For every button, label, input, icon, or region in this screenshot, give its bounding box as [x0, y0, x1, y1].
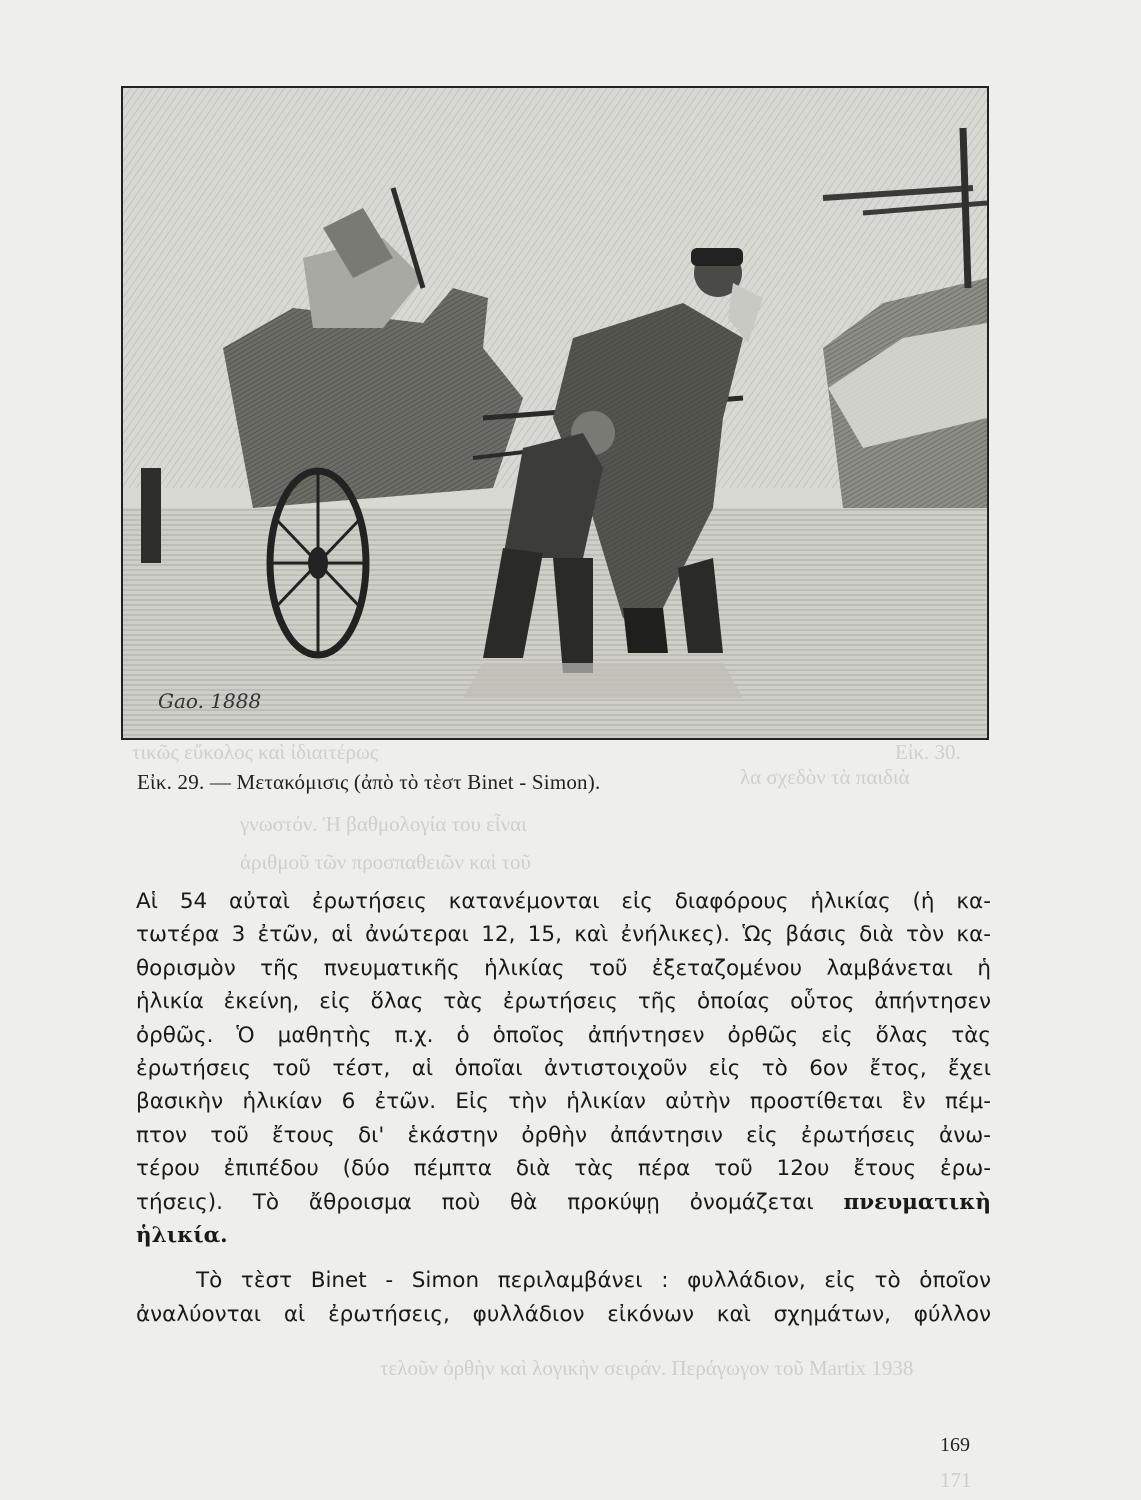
book-page: τικῶς εὔκολος καὶ ἰδιαιτέρως Εἰκ. 30. λα σχεδὸν τὰ παιδιὰ γνωστόν. Ἡ βαθμολογία του εἶναι ἀριθμοῦ τῶν προσπαθειῶν καὶ τοῦ τελοῦν ὀρθὴν καὶ λογικὴν σειράν. Περάγωγον τοῦ Martix 1938 171 Gao. 1888 Εἰκ. 29. — Μετακόμισις (ἀπὸ τὸ τὲστ Binet - Simon). Αἱ 54 αὐταὶ ἐρωτήσεις κατανέμονται εἰς διαφόρους ἡλικίας (ἡ κα- τωτέρα 3 ἐτῶν, αἱ ἀνώτεραι 12, 15, καὶ ἐνήλικες). Ὡς βάσις διὰ τὸν κα- θορισμὸν τῆς πνευματικῆς ἡλικίας τοῦ ἐξεταζομένου λαμβάνεται ἡ ἡλικία ἐκείνη, εἰς ὅλας τὰς ἐρωτήσεις τῆς ὁποίας οὗτος ἀπήντησεν ὀρθῶς. Ὁ μαθητὴς π.χ. ὁ ὁποῖος ἀπήντησεν ὀρθῶς εἰς ὅλας τὰς ἐρωτήσεις τοῦ τέστ, αἱ ὁποῖαι ἀντιστοιχοῦν εἰς τὸ 6ον ἔτος, ἔχει βασικὴν ἡλικίαν 6 ἐτῶν. Εἰς τὴν ἡλικίαν αὐτὴν προστίθεται ἓν πέμ- πτον τοῦ ἔτους δι' ἑκάστην ὀρθὴν ἀπάντησιν εἰς ἐρωτήσεις ἀνω- τέρου ἐπιπέδου (δύο πέμπτα διὰ τὰς πέρα τοῦ 12ου ἔτους ἐρω- τήσεις). Τὸ ἄθροισμα ποὺ θὰ προκύψῃ ὀνομάζεται πνευματικὴ ἡλικία. Τὸ τὲστ Binet - Simon περιλαμβάνει : φυλλάδιον, εἰς τὸ ὁποῖον ἀναλύονται αἱ ἐρωτήσεις, φυλλάδιον εἰκόνων καὶ σχημάτων, φύλλον 169 — [0, 0, 1141, 1500]
text-line: ἐρωτήσεις τοῦ τέστ, αἱ ὁποῖαι ἀντιστοιχοῦν εἰς τὸ 6ον ἔτος, ἔχει — [136, 1056, 991, 1082]
body-text — [136, 885, 991, 1331]
figure-caption: Εἰκ. 29. — Μετακόμισις (ἀπὸ τὸ τὲστ Binet - Simon). — [137, 770, 601, 794]
text-line: ἀναλύονται αἱ ἐρωτήσεις, φυλλάδιον εἰκόνων καὶ σχημάτων, φύλλον — [136, 1301, 991, 1327]
text-line: βασικὴν ἡλικίαν 6 ἐτῶν. Εἰς τὴν ἡλικίαν αὐτὴν προστίθεται ἓν πέμ- — [136, 1089, 991, 1115]
text-line: πτον τοῦ ἔτους δι' ἑκάστην ὀρθὴν ἀπάντησιν εἰς ἐρωτήσεις ἀνω- — [136, 1122, 991, 1148]
term-mental-age-part1: πνευματικὴ — [843, 1189, 992, 1215]
engraving-illustration — [121, 86, 989, 740]
term-mental-age-part2: ἡλικία. — [136, 1223, 228, 1249]
text-line-start: τήσεις). Τὸ ἄθροισμα ποὺ θὰ προκύψῃ ὀνομάζεται — [136, 1189, 814, 1215]
paragraph-1 — [136, 885, 991, 1252]
page-number: 169 — [940, 1434, 970, 1456]
text-line: τέρου ἐπιπέδου (δύο πέμπτα διὰ τὰς πέρα τοῦ 12ου ἔτους ἐρω- — [136, 1156, 991, 1182]
text-line: Τὸ τὲστ Binet - Simon περιλαμβάνει : φυλλάδιον, εἰς τὸ ὁποῖον — [196, 1268, 991, 1294]
artist-signature: Gao. 1888 — [158, 689, 262, 713]
text-line — [136, 1186, 991, 1219]
paragraph-2 — [136, 1264, 991, 1331]
text-line: ὀρθῶς. Ὁ μαθητὴς π.χ. ὁ ὁποῖος ἀπήντησεν ὀρθῶς εἰς ὅλας τὰς — [136, 1022, 991, 1048]
text-line: τωτέρα 3 ἐτῶν, αἱ ἀνώτεραι 12, 15, καὶ ἐνήλικες). Ὡς βάσις διὰ τὸν κα- — [136, 922, 991, 948]
engraving-drawing — [123, 88, 987, 738]
text-line: ἡλικία ἐκείνη, εἰς ὅλας τὰς ἐρωτήσεις τῆς ὁποίας οὗτος ἀπήντησεν — [136, 989, 991, 1015]
text-line: Αἱ 54 αὐταὶ ἐρωτήσεις κατανέμονται εἰς διαφόρους ἡλικίας (ἡ κα- — [136, 889, 991, 914]
text-line: θορισμὸν τῆς πνευματικῆς ἡλικίας τοῦ ἐξεταζομένου λαμβάνεται ἡ — [136, 955, 991, 981]
text-line — [136, 1219, 991, 1252]
